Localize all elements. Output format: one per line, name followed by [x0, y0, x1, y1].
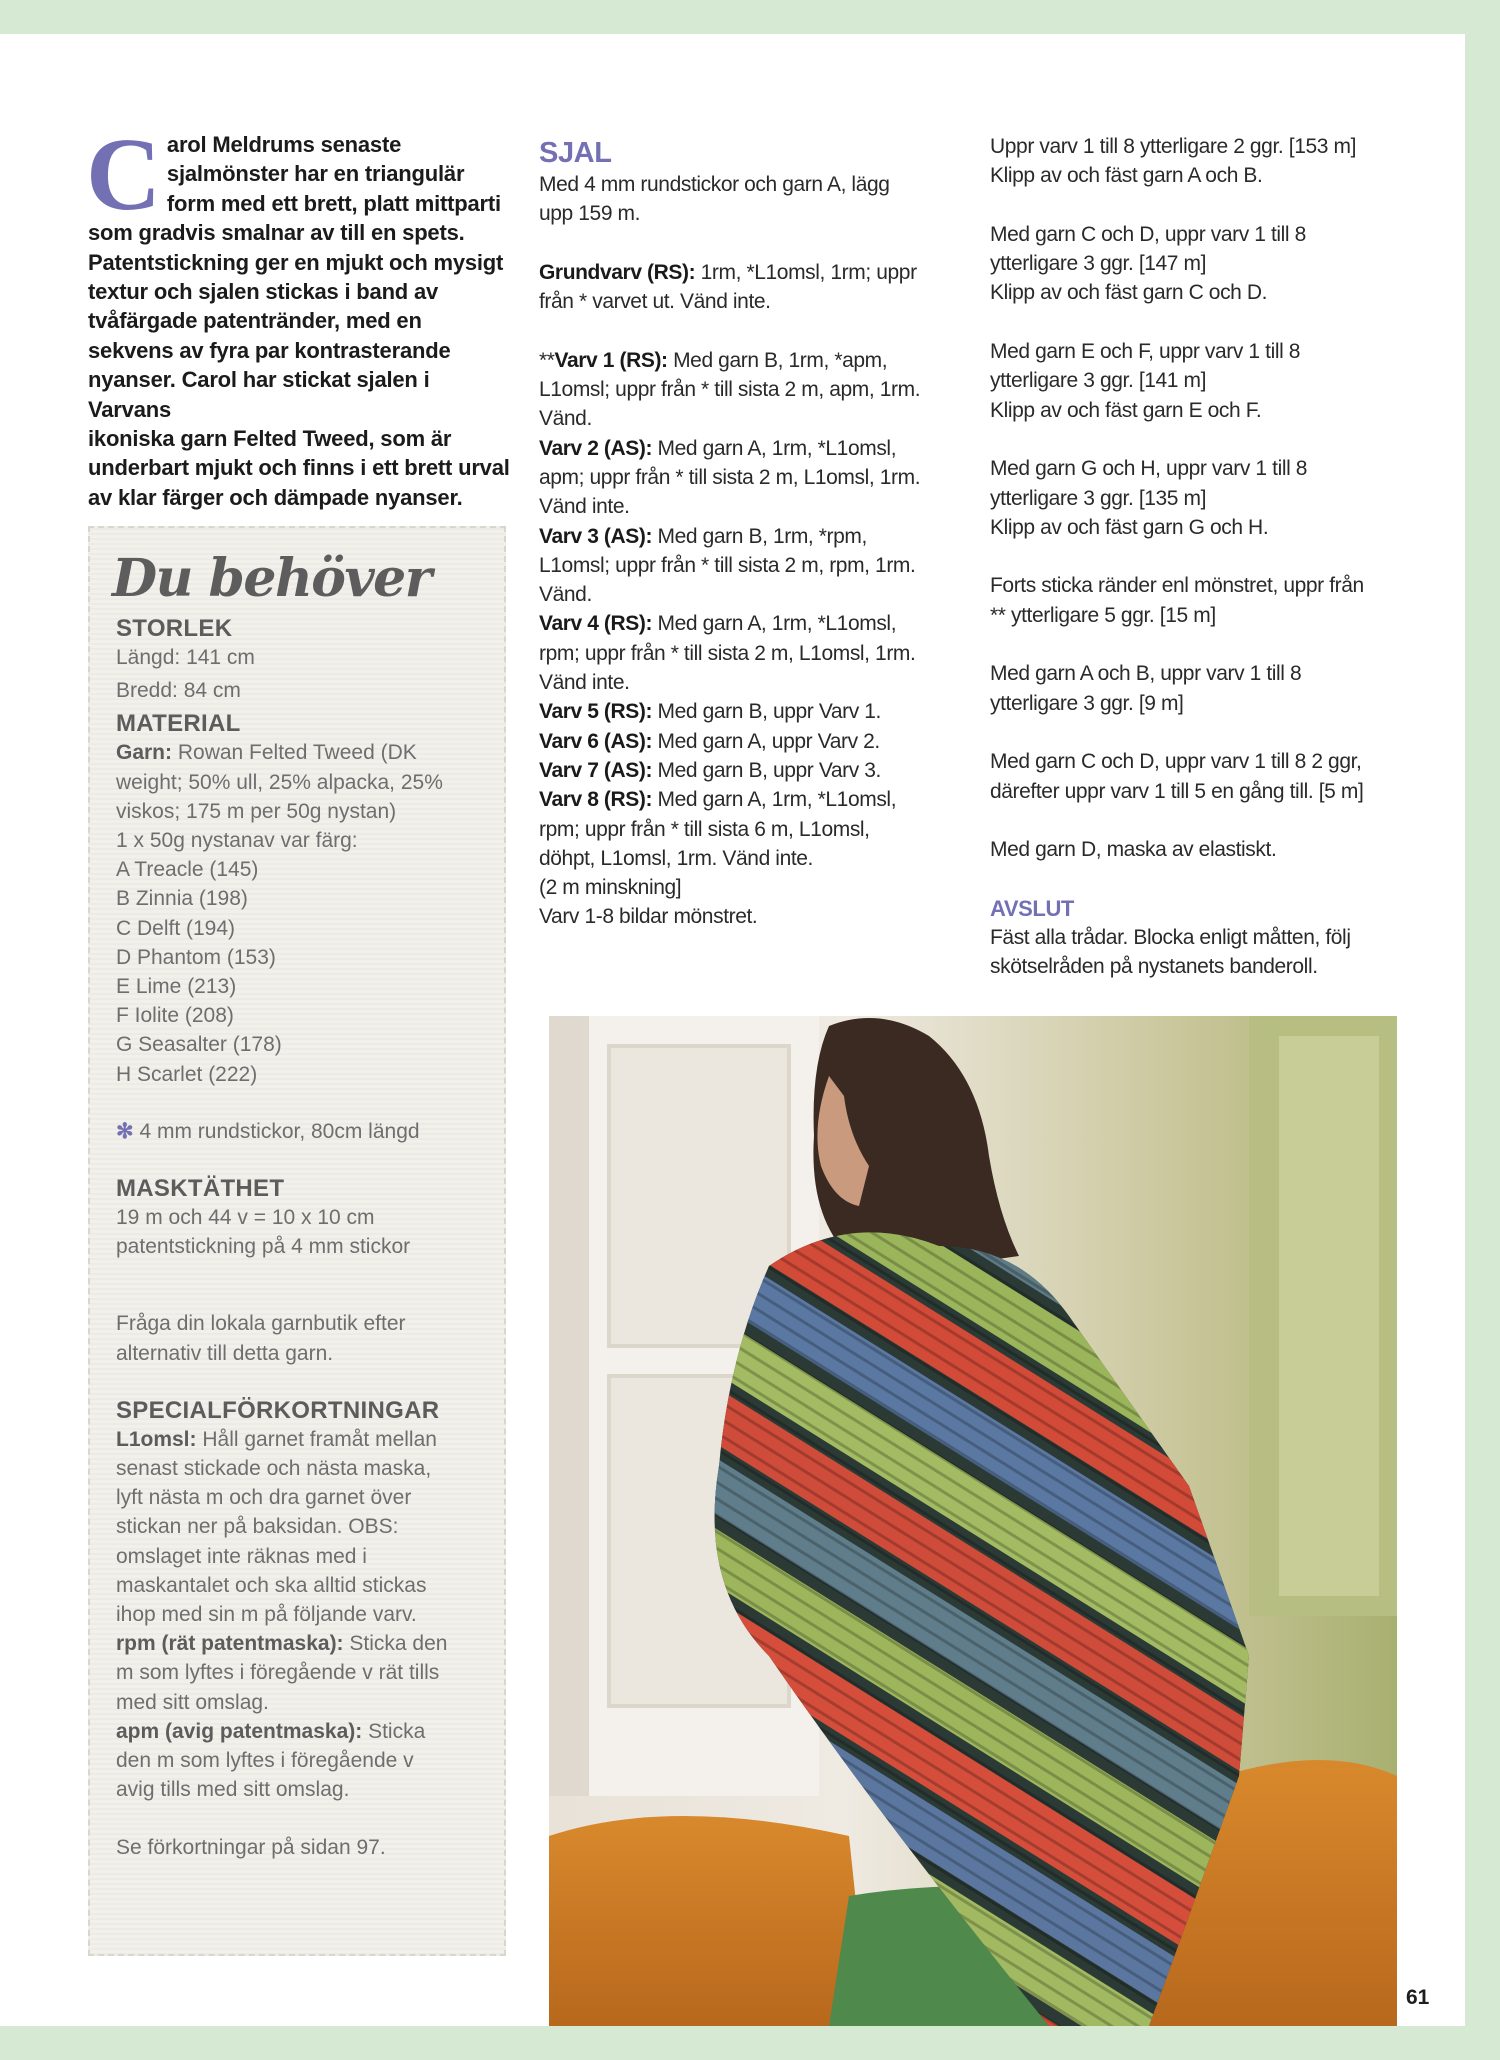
materials-box	[88, 526, 506, 1956]
intro-line: som gradvis smalnar av till en spets.	[88, 220, 465, 246]
row-line	[539, 258, 959, 287]
abbreviation-line	[116, 1717, 484, 1746]
intro-line: tvåfärgade patentränder, med en	[88, 308, 422, 334]
row-text: Med garn A, 1rm, *L1omsl,	[652, 436, 897, 460]
color-item: D Phantom (153)	[116, 945, 276, 969]
instruction-line: Forts sticka ränder enl mönstret, uppr från	[990, 574, 1364, 598]
intro-line: sekvens av fyra par kontrasterande	[88, 337, 451, 363]
instruction-line: Klipp av och fäst garn E och F.	[990, 398, 1262, 422]
abbreviation-label: apm (avig patentmaska):	[116, 1719, 363, 1743]
row-line: Varv 1-8 bildar mönstret.	[539, 905, 758, 929]
row-line	[539, 697, 959, 726]
abbreviation-line: den m som lyftes i föregående v	[116, 1749, 414, 1773]
instruction-line: ytterligare 3 ggr. [9 m]	[990, 691, 1184, 715]
yarn-text: Rowan Felted Tweed (DK	[172, 741, 417, 765]
row-line: L1omsl; uppr från * till sista 2 m, rpm, 1rm.	[539, 553, 916, 577]
row-label: Varv 5 (RS):	[539, 700, 653, 724]
row-text: Med garn A, 1rm, *L1omsl,	[652, 612, 897, 636]
cast-on-line: upp 159 m.	[539, 202, 641, 226]
abbreviations-reference: Se förkortningar på sidan 97.	[116, 1835, 386, 1859]
intro-line: ikoniska garn Felted Tweed, som är	[88, 426, 452, 452]
finish-line: skötselråden på nystanets banderoll.	[990, 955, 1318, 979]
intro-line: av klar färger och dämpade nyanser.	[88, 484, 463, 510]
row-line: döhpt, L1omsl, 1rm. Vänd inte.	[539, 846, 813, 870]
instruction-line: Med garn D, maska av elastiskt.	[990, 838, 1277, 862]
row-label: Grundvarv (RS):	[539, 260, 696, 284]
intro-line: Patentstickning ger en mjukt och mysigt	[88, 249, 504, 275]
intro-paragraph	[86, 117, 518, 512]
color-item: G Seasalter (178)	[116, 1033, 282, 1057]
size-heading: STORLEK	[116, 615, 233, 642]
row-line	[539, 522, 959, 551]
abbreviation-line: omslaget inte räknas med i	[116, 1544, 367, 1568]
drop-cap: C	[86, 117, 161, 232]
color-item: B Zinnia (198)	[116, 887, 248, 911]
instruction-line: Med garn C och D, uppr varv 1 till 8 2 ggr,	[990, 750, 1362, 774]
yarn-line	[116, 738, 484, 767]
row-line	[539, 785, 959, 814]
row-line	[539, 434, 959, 463]
abbreviation-line	[116, 1425, 484, 1454]
needles-line	[116, 1117, 484, 1146]
row-line: Vänd.	[539, 407, 592, 431]
intro-line: form med ett brett, platt mittparti	[166, 190, 501, 216]
instruction-line: Med garn A och B, uppr varv 1 till 8	[990, 662, 1302, 686]
row-text: Med garn B, 1rm, *apm,	[667, 348, 888, 372]
needles-text: 4 mm rundstickor, 80cm längd	[139, 1119, 420, 1143]
row-label: Varv 8 (RS):	[539, 788, 653, 812]
row-label: Varv 2 (AS):	[539, 436, 653, 460]
row-line: från * varvet ut. Vänd inte.	[539, 290, 771, 314]
intro-line: nyanser. Carol har stickat sjalen i Varvans	[88, 367, 430, 422]
instruction-line: ytterligare 3 ggr. [135 m]	[990, 486, 1207, 510]
section-heading-avslut: AVSLUT	[990, 895, 1074, 921]
shawl-photo	[549, 1016, 1397, 2026]
size-length: Längd: 141 cm	[116, 646, 255, 669]
row-line	[539, 727, 959, 756]
abbreviation-line: lyft nästa m och dra garnet över	[116, 1486, 412, 1510]
intro-line: sjalmönster har en triangulär	[166, 161, 465, 187]
row-text: Med garn B, uppr Varv 1.	[652, 700, 881, 724]
abbreviation-text: Sticka	[362, 1719, 426, 1743]
intro-line: underbart mjukt och finns i ett brett urval	[88, 455, 510, 481]
finish-line: Fäst alla trådar. Blocka enligt måtten, följ	[990, 925, 1351, 949]
instruction-line: ytterligare 3 ggr. [141 m]	[990, 369, 1207, 393]
instruction-line: Klipp av och fäst garn C och D.	[990, 281, 1268, 305]
abbreviation-text: Håll garnet framåt mellan	[196, 1427, 437, 1451]
abbreviation-line: med sitt omslag.	[116, 1690, 269, 1714]
material-heading: MATERIAL	[116, 710, 241, 738]
abbreviation-line: ihop med sin m på följande varv.	[116, 1603, 417, 1627]
gauge-line: 19 m och 44 v = 10 x 10 cm	[116, 1206, 375, 1230]
row-label: Varv 1 (RS):	[554, 348, 668, 372]
abbreviation-line	[116, 1629, 484, 1658]
color-item: F Iolite (208)	[116, 1004, 234, 1028]
intro-line: arol Meldrums senaste	[166, 132, 402, 157]
row-line: L1omsl; uppr från * till sista 2 m, apm, 1rm.	[539, 378, 921, 402]
row-label: Varv 7 (AS):	[539, 758, 653, 782]
page-number: 61	[1406, 1986, 1430, 2009]
instruction-line: Med garn G och H, uppr varv 1 till 8	[990, 457, 1308, 481]
row-text: Med garn A, 1rm, *L1omsl,	[652, 788, 897, 812]
abbreviation-line: stickan ner på baksidan. OBS:	[116, 1515, 399, 1539]
row-line: (2 m minskning]	[539, 876, 682, 900]
row-line: Vänd inte.	[539, 495, 630, 519]
row-text: Med garn B, 1rm, *rpm,	[652, 524, 867, 548]
row-text: Med garn A, uppr Varv 2.	[652, 729, 880, 753]
color-item: C Delft (194)	[116, 916, 236, 940]
materials-box-title: Du behöver	[112, 548, 431, 609]
row-line	[539, 756, 959, 785]
gauge-line: patentstickning på 4 mm stickor	[116, 1235, 411, 1259]
section-heading-sjal: SJAL	[539, 137, 612, 169]
intro-line: textur och sjalen stickas i band av	[88, 279, 439, 305]
row-label: Varv 4 (RS):	[539, 612, 653, 636]
row-label: Varv 6 (AS):	[539, 729, 653, 753]
abbreviation-line: senast stickade och nästa maska,	[116, 1457, 432, 1481]
abbreviation-line: maskantalet och ska alltid stickas	[116, 1573, 427, 1597]
shop-note: alternativ till detta garn.	[116, 1341, 334, 1365]
abbreviation-label: L1omsl:	[116, 1427, 197, 1451]
abbreviations-heading: SPECIALFÖRKORTNINGAR	[116, 1396, 440, 1424]
yarn-line: viskos; 175 m per 50g nystan)	[116, 799, 397, 823]
abbreviation-line: avig tills med sitt omslag.	[116, 1778, 350, 1802]
asterisk-icon: ✻	[116, 1119, 134, 1143]
instruction-line: Uppr varv 1 till 8 ytterligare 2 ggr. [153 m]	[990, 135, 1356, 158]
row-line: rpm; uppr från * till sista 6 m, L1omsl,	[539, 817, 870, 841]
color-item: E Lime (213)	[116, 975, 237, 999]
row-line	[539, 346, 959, 375]
row-text: 1rm, *L1omsl, 1rm; uppr	[695, 260, 917, 284]
row-line: rpm; uppr från * till sista 2 m, L1omsl, 1rm.	[539, 641, 916, 665]
size-width: Bredd: 84 cm	[116, 679, 241, 703]
abbreviation-text: Sticka den	[343, 1632, 448, 1656]
repeat-marker: **	[539, 348, 555, 372]
abbreviation-line: m som lyftes i föregående v rät tills	[116, 1661, 440, 1685]
instruction-line: Klipp av och fäst garn G och H.	[990, 515, 1269, 539]
instruction-line: ** ytterligare 5 ggr. [15 m]	[990, 603, 1216, 627]
row-label: Varv 3 (AS):	[539, 524, 653, 548]
cast-on-line: Med 4 mm rundstickor och garn A, lägg	[539, 173, 890, 196]
row-line: Vänd.	[539, 583, 592, 607]
yarn-line: weight; 50% ull, 25% alpacka, 25%	[116, 770, 443, 794]
instruction-line: Med garn E och F, uppr varv 1 till 8	[990, 340, 1301, 364]
skein-note: 1 x 50g nystanav var färg:	[116, 829, 358, 853]
magazine-page	[0, 34, 1465, 2026]
instruction-line: därefter uppr varv 1 till 5 en gång till. [5 m]	[990, 779, 1364, 803]
shop-note: Fråga din lokala garnbutik efter	[116, 1312, 406, 1336]
gauge-heading: MASKTÄTHET	[116, 1175, 285, 1203]
abbreviation-label: rpm (rät patentmaska):	[116, 1632, 344, 1656]
instruction-line: ytterligare 3 ggr. [147 m]	[990, 252, 1207, 276]
instruction-line: Med garn C och D, uppr varv 1 till 8	[990, 222, 1306, 246]
row-line	[539, 609, 959, 638]
color-item: H Scarlet (222)	[116, 1062, 258, 1086]
row-text: Med garn B, uppr Varv 3.	[652, 758, 881, 782]
row-line: Vänd inte.	[539, 671, 630, 695]
instruction-line: Klipp av och fäst garn A och B.	[990, 164, 1263, 188]
yarn-label: Garn:	[116, 741, 173, 765]
pattern-instructions	[539, 136, 959, 932]
pattern-continued	[990, 132, 1430, 981]
color-item: A Treacle (145)	[116, 858, 259, 882]
row-line: apm; uppr från * till sista 2 m, L1omsl, 1rm.	[539, 465, 921, 489]
